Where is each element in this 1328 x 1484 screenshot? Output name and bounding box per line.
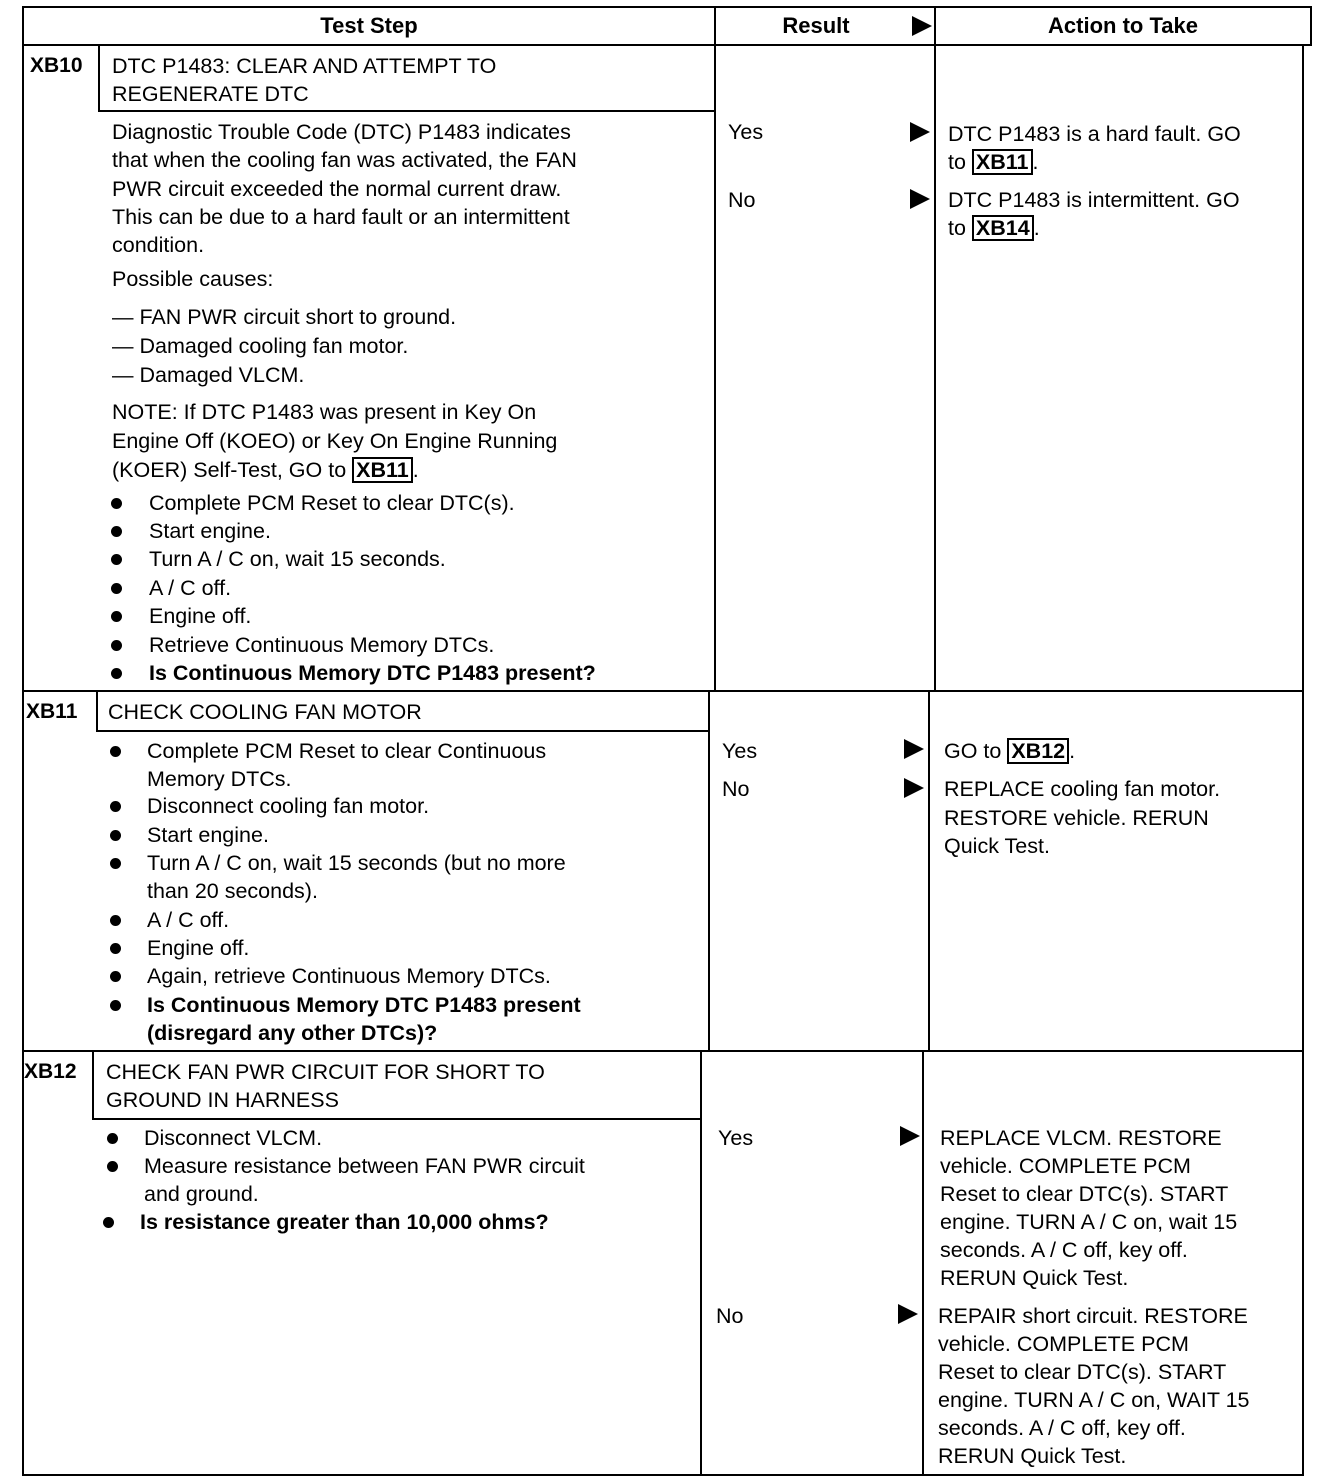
header-divider — [22, 44, 1312, 46]
xb10-note: Engine Off (KOEO) or Key On Engine Running — [112, 429, 558, 453]
xb12-no-action: engine. TURN A / C on, WAIT 15 — [938, 1388, 1250, 1412]
xb10-yes-end: . — [1032, 150, 1039, 174]
column-divider-action — [934, 6, 936, 692]
xb10-step: Turn A / C on, wait 15 seconds. — [149, 547, 446, 571]
xb10-description: condition. — [112, 233, 205, 257]
xb11-yes-link[interactable]: XB12 — [1007, 738, 1069, 764]
xb10-no-action — [948, 214, 1040, 243]
table-border-bottom — [22, 1474, 1304, 1476]
xb10-step: Engine off. — [149, 604, 252, 628]
column-divider-result — [714, 6, 716, 692]
bullet-icon — [110, 943, 121, 954]
xb10-result-no: No — [728, 188, 756, 212]
arrow-right-icon — [910, 122, 930, 142]
arrow-right-icon — [898, 1304, 918, 1324]
xb12-no-action: REPAIR short circuit. RESTORE — [938, 1304, 1248, 1328]
xb11-result-no: No — [722, 777, 750, 801]
xb11-yes-action-text: GO to — [944, 739, 1002, 763]
xb10-note: NOTE: If DTC P1483 was present in Key On — [112, 400, 537, 424]
title-divider — [98, 110, 714, 112]
xb11-question: Is Continuous Memory DTC P1483 present — [147, 993, 581, 1017]
bullet-icon — [107, 1133, 118, 1144]
xb10-causes-label: Possible causes: — [112, 267, 274, 291]
xb10-no-link[interactable]: XB14 — [972, 215, 1034, 241]
column-divider-result — [708, 690, 710, 1052]
id-divider — [96, 692, 98, 732]
xb12-yes-action: REPLACE VLCM. RESTORE — [940, 1126, 1222, 1150]
xb11-step: Start engine. — [147, 823, 269, 847]
xb11-step: Disconnect cooling fan motor. — [147, 794, 430, 818]
arrow-right-icon — [910, 189, 930, 209]
column-divider-result — [700, 1050, 702, 1476]
xb11-step: than 20 seconds). — [147, 879, 318, 903]
xb10-note — [112, 456, 419, 485]
xb11-step: A / C off. — [147, 908, 230, 932]
xb10-yes-link[interactable]: XB11 — [972, 149, 1033, 175]
xb10-cause: — FAN PWR circuit short to ground. — [112, 305, 457, 329]
xb10-cause: — Damaged cooling fan motor. — [112, 334, 409, 358]
xb12-question: Is resistance greater than 10,000 ohms? — [140, 1210, 549, 1234]
xb11-step: Complete PCM Reset to clear Continuous — [147, 739, 547, 763]
column-divider-action — [922, 1050, 924, 1476]
bullet-icon — [107, 1161, 118, 1172]
xb10-description: that when the cooling fan was activated, the FAN — [112, 148, 577, 172]
bullet-icon — [110, 746, 121, 757]
bullet-icon — [110, 830, 121, 841]
row-divider — [22, 1050, 1304, 1052]
header-test-step: Test Step — [320, 13, 418, 38]
xb10-description: This can be due to a hard fault or an intermittent — [112, 205, 570, 229]
bullet-icon — [111, 554, 122, 565]
bullet-icon — [111, 611, 122, 622]
bullet-icon — [110, 971, 121, 982]
xb12-no-action: seconds. A / C off, key off. — [938, 1416, 1186, 1440]
xb12-result-yes: Yes — [718, 1126, 754, 1150]
xb11-step: Turn A / C on, wait 15 seconds (but no more — [147, 851, 566, 875]
column-divider-action — [928, 690, 930, 1052]
step-id-xb12: XB12 — [24, 1060, 77, 1083]
xb12-no-action: Reset to clear DTC(s). START — [938, 1360, 1227, 1384]
xb11-step: Again, retrieve Continuous Memory DTCs. — [147, 964, 551, 988]
bullet-icon — [103, 1217, 114, 1228]
xb10-description: Diagnostic Trouble Code (DTC) P1483 indicates — [112, 120, 571, 144]
header-action: Action to Take — [1048, 13, 1198, 38]
bullet-icon — [110, 858, 121, 869]
bullet-icon — [111, 498, 122, 509]
table-border-right — [1302, 44, 1304, 1476]
xb11-no-action: REPLACE cooling fan motor. — [944, 777, 1221, 801]
xb11-no-action: Quick Test. — [944, 834, 1050, 858]
bullet-icon — [111, 583, 122, 594]
xb10-result-yes: Yes — [728, 120, 764, 144]
step-id-xb11: XB11 — [26, 700, 78, 723]
xb10-step: Complete PCM Reset to clear DTC(s). — [149, 491, 515, 515]
title-divider — [92, 1118, 700, 1120]
xb10-yes-action: DTC P1483 is a hard fault. GO — [948, 122, 1241, 146]
xb12-no-action: RERUN Quick Test. — [938, 1444, 1127, 1468]
xb12-yes-action: vehicle. COMPLETE PCM — [940, 1154, 1191, 1178]
title-divider — [96, 730, 708, 732]
xb11-no-action: RESTORE vehicle. RERUN — [944, 806, 1209, 830]
xb12-yes-action: engine. TURN A / C on, wait 15 — [940, 1210, 1238, 1234]
arrow-right-icon — [900, 1126, 920, 1146]
xb10-no-end: . — [1033, 216, 1040, 240]
xb10-note-link[interactable]: XB11 — [352, 457, 413, 483]
step-title-xb10: REGENERATE DTC — [112, 82, 309, 106]
bullet-icon — [110, 1000, 121, 1011]
header-result: Result — [782, 13, 850, 38]
table-border-right — [1310, 6, 1312, 46]
xb12-yes-action: RERUN Quick Test. — [940, 1266, 1129, 1290]
xb12-no-action: vehicle. COMPLETE PCM — [938, 1332, 1189, 1356]
header-arrow-icon — [912, 16, 932, 36]
xb11-step: Engine off. — [147, 936, 250, 960]
bullet-icon — [110, 801, 121, 812]
bullet-icon — [111, 640, 122, 651]
arrow-right-icon — [904, 739, 924, 759]
xb10-step: A / C off. — [149, 576, 232, 600]
xb12-yes-action: Reset to clear DTC(s). START — [940, 1182, 1229, 1206]
id-divider — [98, 44, 100, 112]
xb10-no-action-to: to — [948, 216, 966, 240]
xb10-note-end: . — [412, 458, 419, 482]
xb11-result-yes: Yes — [722, 739, 758, 763]
step-title-xb12: CHECK FAN PWR CIRCUIT FOR SHORT TO — [106, 1060, 545, 1084]
bullet-icon — [110, 915, 121, 926]
xb12-step: Disconnect VLCM. — [144, 1126, 323, 1150]
xb10-yes-action — [948, 148, 1039, 177]
xb10-note-text: (KOER) Self-Test, GO to — [112, 458, 347, 482]
xb12-result-no: No — [716, 1304, 744, 1328]
row-divider — [22, 690, 1304, 692]
step-title-xb12: GROUND IN HARNESS — [106, 1088, 339, 1112]
xb10-question: Is Continuous Memory DTC P1483 present? — [149, 661, 596, 685]
xb10-step: Start engine. — [149, 519, 271, 543]
arrow-right-icon — [904, 778, 924, 798]
table-border-top — [22, 6, 1312, 8]
table-border-left — [22, 6, 24, 1476]
bullet-icon — [111, 526, 122, 537]
xb11-yes-end: . — [1069, 739, 1076, 763]
step-title-xb11: CHECK COOLING FAN MOTOR — [108, 700, 422, 724]
xb12-step: Measure resistance between FAN PWR circuit — [144, 1154, 585, 1178]
xb10-no-action: DTC P1483 is intermittent. GO — [948, 188, 1240, 212]
xb12-step: and ground. — [144, 1182, 259, 1206]
id-divider — [92, 1052, 94, 1120]
xb10-cause: — Damaged VLCM. — [112, 363, 305, 387]
xb11-yes-action — [944, 737, 1075, 766]
step-id-xb10: XB10 — [30, 54, 83, 77]
xb10-description: PWR circuit exceeded the normal current draw. — [112, 177, 562, 201]
xb11-step: Memory DTCs. — [147, 767, 292, 791]
xb11-question: (disregard any other DTCs)? — [147, 1021, 438, 1045]
step-title-xb10: DTC P1483: CLEAR AND ATTEMPT TO — [112, 54, 497, 78]
xb10-yes-action-to: to — [948, 150, 966, 174]
xb12-yes-action: seconds. A / C off, key off. — [940, 1238, 1188, 1262]
xb10-step: Retrieve Continuous Memory DTCs. — [149, 633, 495, 657]
bullet-icon — [111, 668, 122, 679]
